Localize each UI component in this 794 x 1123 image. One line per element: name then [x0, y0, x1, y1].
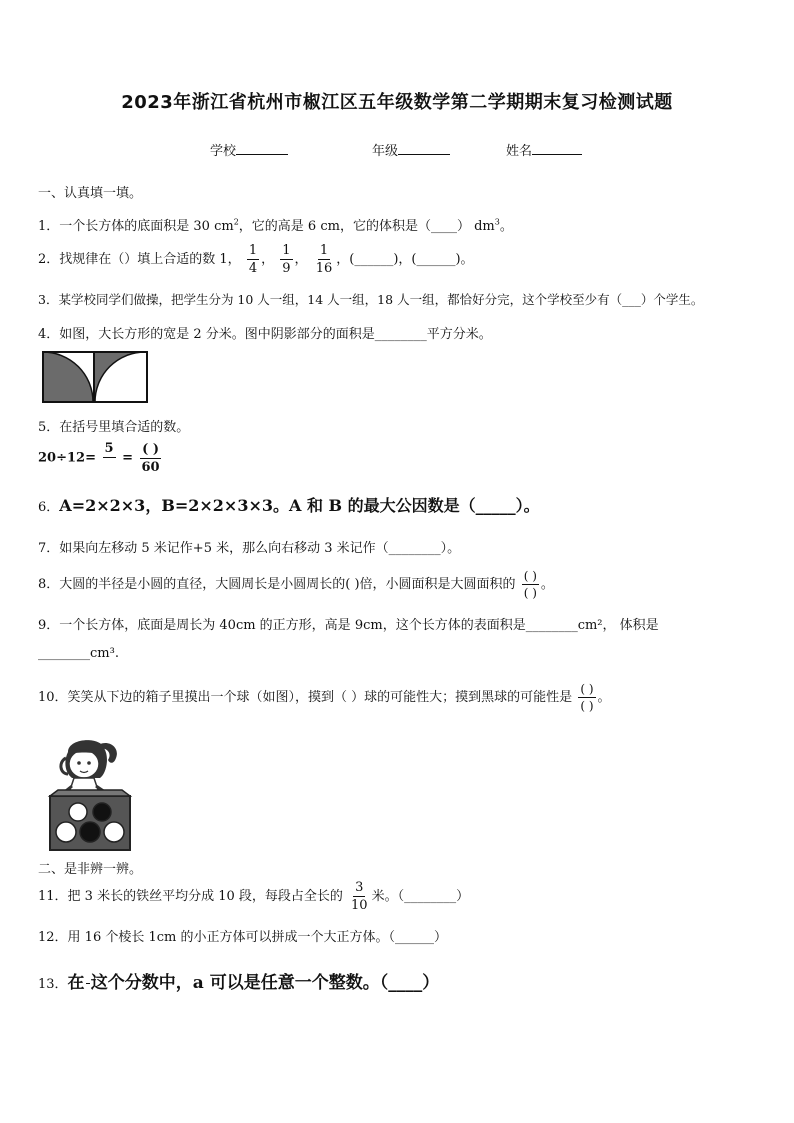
page-title: 2023年浙江省杭州市椒江区五年级数学第二学期期末复习检测试题: [121, 92, 673, 113]
question-12: 12．用 16 个棱长 1cm 的小正方体可以拼成一个大正方体。（______）: [38, 930, 447, 945]
fraction-3-10: $\frac{3}{10}$: [351, 880, 368, 913]
shaded-rectangle-figure: [42, 351, 148, 403]
answer-fraction-q8[interactable]: $\frac{( )}{( )}$: [523, 569, 537, 600]
fraction-small: [86, 975, 90, 992]
question-2: 2．找规律在（）填上合适的数 1， $\frac{1}{4}$ ， $\frac{1}{9}$ ， $\frac{1}{16}$ ，(______)，(______)。: [38, 243, 474, 276]
answer-fraction-q10[interactable]: $\frac{( )}{( )}$: [580, 682, 594, 713]
section-1-heading: 一、认真填一填。: [38, 186, 143, 201]
school-field: [210, 140, 288, 159]
grade-blank[interactable]: [398, 142, 450, 155]
question-4: 4．如图，大长方形的宽是 2 分米。图中阴影部分的面积是________平方分米。: [38, 327, 492, 342]
question-10: 10．笑笑从下边的箱子里摸出一个球（如图），摸到（ ）球的可能性大；摸到黑球的可能性是 $\frac{( )}{( )}$ 。: [38, 682, 611, 713]
question-5: 5．在括号里填合适的数。: [38, 420, 190, 435]
fraction-1-9: $\frac{1}{9}$: [282, 243, 291, 276]
section-2-heading: 二、是非辨一辨。: [38, 862, 143, 877]
question-1: 1．一个长方体的底面积是 30 $cm^2$，它的高是 6 cm，它的体积是（____） $dm^3$。: [38, 217, 513, 234]
name-blank[interactable]: [532, 142, 582, 155]
question-6: 6．A=2×2×3，B=2×2×3×3。A 和 B 的最大公因数是（_____）。: [38, 496, 540, 515]
question-8: 8．大圆的半径是小圆的直径，大圆周长是小圆周长的( )倍，小圆面积是大圆面积的 $\frac{( )}{( )}$ 。: [38, 569, 554, 600]
school-label: 学校: [210, 144, 237, 159]
fraction-1-4: $\frac{1}{4}$: [248, 243, 258, 276]
grade-label: 年级: [372, 144, 399, 159]
school-blank[interactable]: [236, 142, 288, 155]
question-9-line-1: 9．一个长方体，底面是周长为 40cm 的正方形，高是 9cm，这个长方体的表面积是________cm²， 体积是: [38, 618, 659, 633]
question-5-equation: 20÷12= 5 = $\frac{( )}{60}$: [38, 441, 160, 475]
question-7: 7．如果向左移动 5 米记作+5 米，那么向右移动 3 米记作（________）。: [38, 541, 461, 556]
fraction-1-16: $\frac{1}{16}$: [315, 243, 333, 276]
fraction-blank-60[interactable]: $\frac{( )}{60}$: [141, 441, 160, 475]
question-11: 11．把 3 米长的铁丝平均分成 10 段，每段占全长的 $\frac{3}{10}$ 米。（________）: [38, 880, 470, 913]
question-9-line-2: ________cm³.: [38, 646, 119, 661]
grade-field: [372, 140, 450, 159]
name-label: 姓名: [506, 144, 533, 159]
question-13: 13．在 这个分数中，a 可以是任意一个整数。（____）: [38, 973, 440, 993]
question-3: 3．某学校同学们做操，把学生分为 10 人一组，14 人一组，18 人一组，都恰好分完，这个学校至少有（___）个学生。: [38, 292, 704, 307]
name-field: [506, 140, 582, 159]
girl-with-ball-box-illustration: [44, 734, 136, 852]
fraction-5-blank: 5: [104, 441, 114, 456]
